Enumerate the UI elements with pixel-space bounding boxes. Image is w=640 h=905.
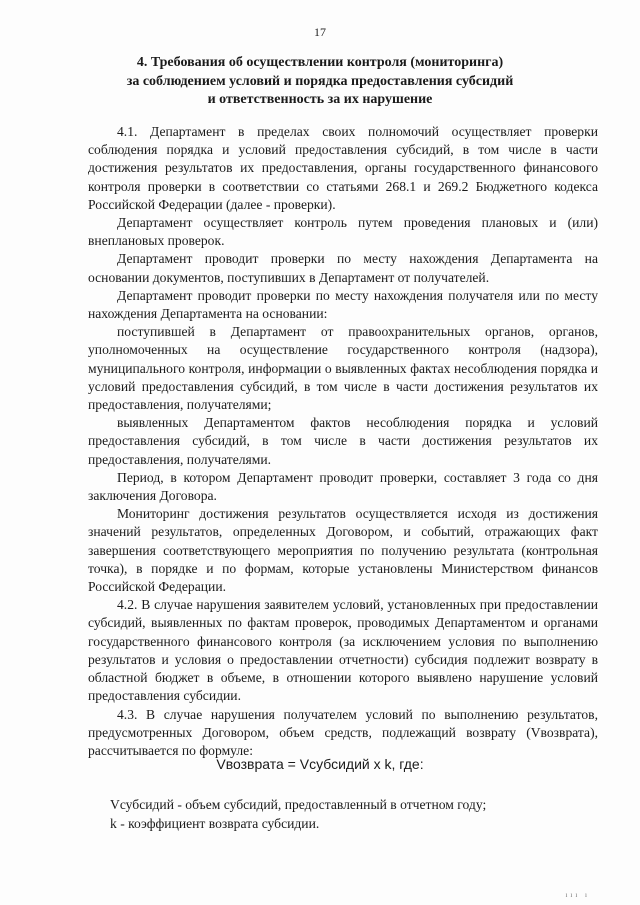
heading-line: 4. Требования об осуществлении контроля (мониторинга)	[136, 55, 504, 70]
paragraph: Департамент проводит проверки по месту нахождения Департамента на основании документов, поступивших в Департамент от получателей.	[88, 251, 598, 285]
definition-line: Vсубсидий - объем субсидий, предоставленный в отчетном году;	[110, 797, 487, 812]
paragraph: поступившей в Департамент от правоохранительных органов, органов, уполномоченных на осуществление государственного контроля (надзора), муниципального контроля, информации о выявленных фактах несоблюдения порядка и условий предоставления субсидий, в том числе в части достижения результатов их предоставления, получателями;	[88, 324, 598, 413]
paragraph: Департамент проводит проверки по месту нахождения получателя или по месту нахождения Департамента на основании:	[88, 287, 598, 322]
scan-corner-mark: ııı ı	[565, 891, 590, 899]
paragraph-4-1: 4.1. Департамент в пределах своих полномочий осуществляет проверки соблюдения порядка и условий предоставления субсидий, в том числе в части достижения результатов их предоставления, органы государственного финансового контроля проверки в соответствии со статьями 268.1 и 269.2 Бюджетного кодекса Российской Федерации (далее - проверки).	[88, 124, 598, 212]
document-body	[88, 123, 598, 760]
heading-line: за соблюдением условий и порядка предоставления субсидий	[126, 73, 514, 89]
section-heading	[70, 54, 570, 110]
paragraph: Период, в котором Департамент проводит проверки, составляет 3 года со дня заключения Договора.	[88, 469, 598, 504]
formula: Vвозврата = Vсубсидий x k, где:	[216, 756, 424, 772]
paragraph-4-2: 4.2. В случае нарушения заявителем условий, установленных при предоставлении субсидий, выявленных по фактам проверок, проводимых Департаментом и органами государственного финансового контроля (за исключением условия по выполнению результатов и условия о предоставлении отчетности) субсидия подлежит возврату в областной бюджет в объеме, в отношении которого выявлено нарушение условий предоставления субсидии.	[88, 597, 598, 704]
paragraph-4-3: 4.3. В случае нарушения получателем условий по выполнению результатов, предусмотренных Договором, объем средств, подлежащий возврату (Vвозврата), рассчитывается по формуле:	[88, 706, 598, 758]
formula-definitions	[110, 796, 590, 833]
heading-line: и ответственность за их нарушение	[207, 92, 433, 107]
paragraph: Мониторинг достижения результатов осуществляется исходя из достижения значений результатов, определенных Договором, и событий, отражающих факт завершения соответствующего мероприятия по получению результата (контрольная точка), в порядке и по формам, которые установлены Министерством финансов Российской Федерации.	[88, 506, 598, 595]
paragraph: выявленных Департаментом фактов несоблюдения порядка и условий предоставления субсидий, в том числе в части достижения результатов их предоставления, получателями.	[88, 415, 598, 467]
page-number: 17	[314, 25, 326, 39]
definition-line: k - коэффициент возврата субсидии.	[110, 815, 320, 831]
paragraph: Департамент осуществляет контроль путем проведения плановых и (или) внеплановых проверок.	[88, 215, 598, 249]
